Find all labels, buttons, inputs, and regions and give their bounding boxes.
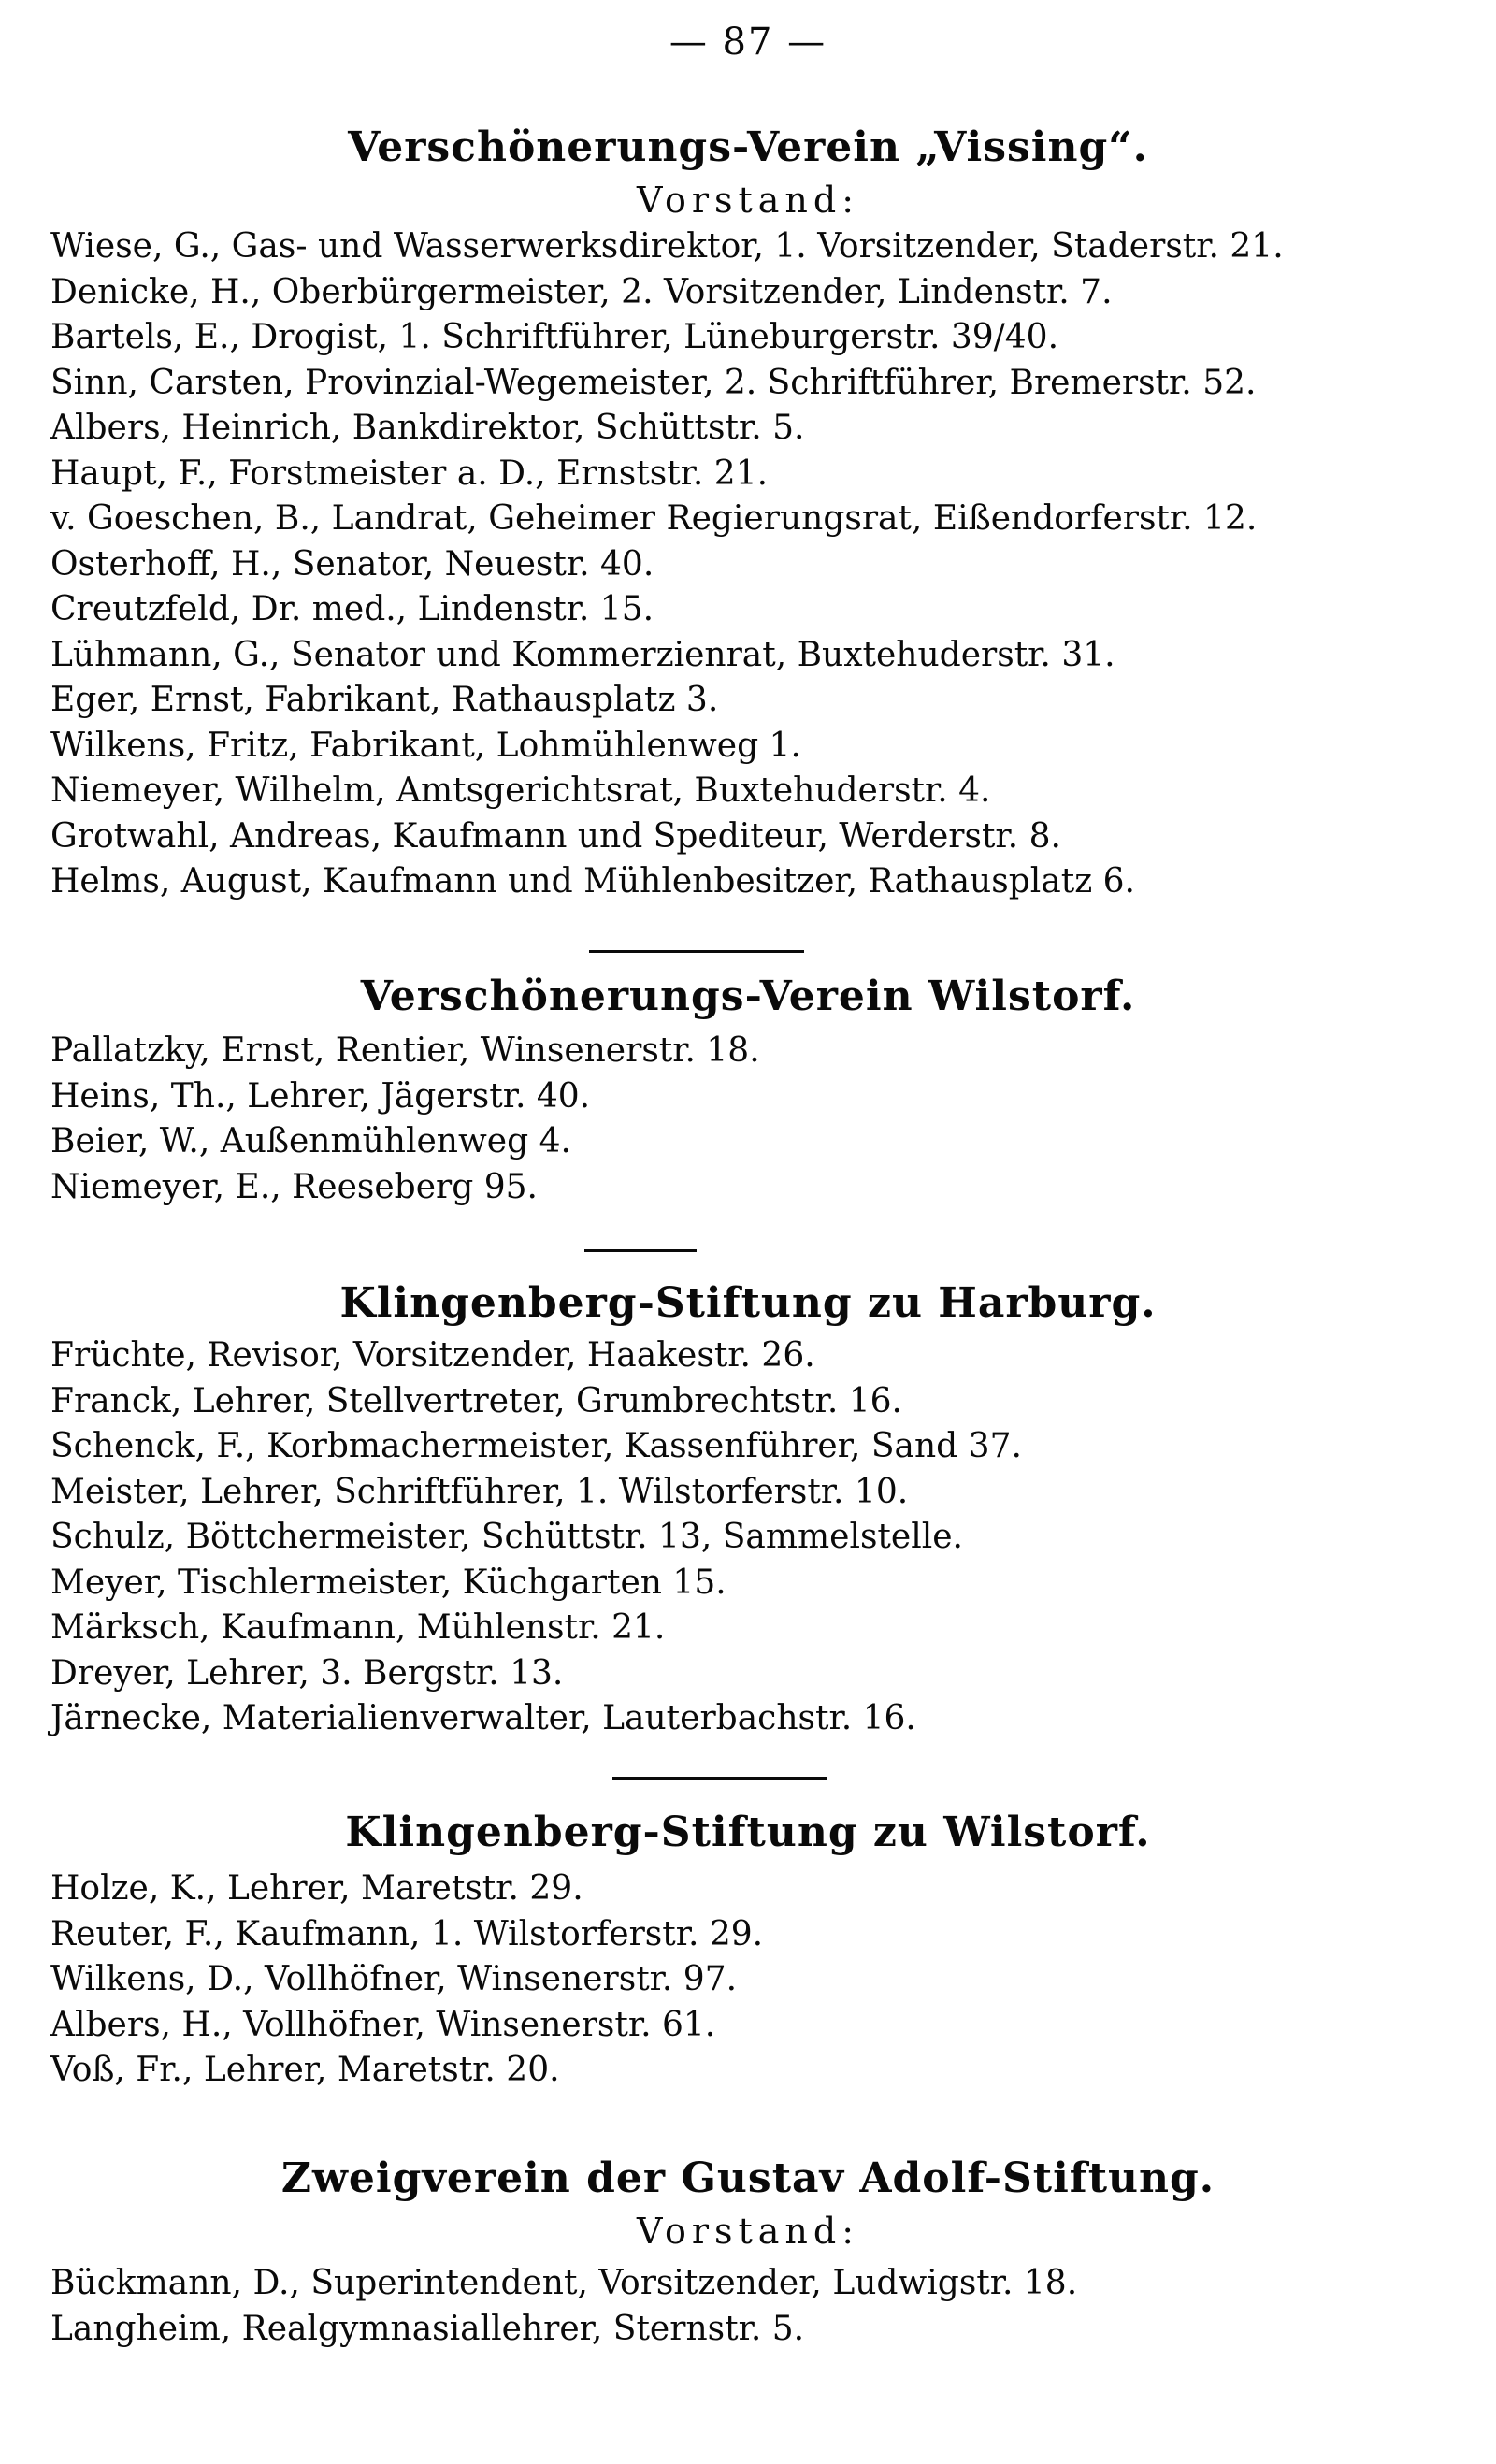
- list-item: Creutzfeld, Dr. med., Lindenstr. 15.: [50, 590, 654, 628]
- list-item: Beier, W., Außenmühlenweg 4.: [50, 1122, 571, 1160]
- list-item: Grotwahl, Andreas, Kaufmann und Spediteur, Werderstr. 8.: [50, 816, 1061, 856]
- list-item: Sinn, Carsten, Provinzial-Wegemeister, 2. Schriftführer, Bremerstr. 52.: [50, 363, 1257, 402]
- section-heading: Klingenberg-Stiftung zu Harburg.: [339, 1279, 1157, 1327]
- section-klingenberg-stiftung-wilstorf: [0, 1805, 1496, 2094]
- member-list: [0, 224, 1496, 905]
- list-item: Bückmann, D., Superintendent, Vorsitzender, Ludwigstr. 18.: [50, 2264, 1078, 2302]
- list-item: Holze, K., Lehrer, Maretstr. 29.: [50, 1869, 583, 1908]
- section-heading: Verschönerungs-Verein Wilstorf.: [360, 973, 1136, 1020]
- section-heading: Verschönerungs-Verein „Vissing“.: [348, 123, 1148, 171]
- list-item: Pallatzky, Ernst, Rentier, Winsenerstr. 18.: [50, 1031, 760, 1070]
- list-item: Bartels, E., Drogist, 1. Schriftführer, Lüneburgerstr. 39/40.: [50, 318, 1059, 356]
- list-item: Niemeyer, E., Reeseberg 95.: [50, 1167, 538, 1206]
- list-item: Franck, Lehrer, Stellvertreter, Grumbrechtstr. 16.: [50, 1381, 902, 1420]
- list-item: Wilkens, Fritz, Fabrikant, Lohmühlenweg 1.: [50, 726, 801, 765]
- list-item: Meyer, Tischlermeister, Küchgarten 15.: [50, 1563, 726, 1602]
- list-item: Dreyer, Lehrer, 3. Bergstr. 13.: [50, 1653, 564, 1693]
- section-heading: Zweigverein der Gustav Adolf-Stiftung.: [280, 2154, 1216, 2202]
- list-item: Helms, August, Kaufmann und Mühlenbesitzer, Rathausplatz 6.: [50, 862, 1135, 901]
- list-item: Meister, Lehrer, Schriftführer, 1. Wilstorferstr. 10.: [50, 1472, 909, 1511]
- list-item: Denicke, H., Oberbürgermeister, 2. Vorsitzender, Lindenstr. 7.: [50, 272, 1113, 311]
- list-item: Märksch, Kaufmann, Mühlenstr. 21.: [50, 1608, 666, 1647]
- list-item: Langheim, Realgymnasiallehrer, Sternstr. 5.: [50, 2309, 805, 2348]
- member-list: [0, 1861, 1496, 2094]
- member-list: [0, 2255, 1496, 2352]
- section-subheading: Vorstand:: [636, 180, 860, 221]
- list-item: Niemeyer, Wilhelm, Amtsgerichtsrat, Buxtehuderstr. 4.: [50, 771, 991, 810]
- section-klingenberg-stiftung-harburg: [0, 1275, 1496, 1742]
- section-subheading: Vorstand:: [636, 2211, 860, 2252]
- member-list: [0, 1332, 1496, 1742]
- member-list: [0, 1025, 1496, 1210]
- list-item: Wiese, G., Gas- und Wasserwerksdirektor, 1. Vorsitzender, Staderstr. 21.: [50, 227, 1284, 266]
- list-item: Albers, Heinrich, Bankdirektor, Schüttstr. 5.: [50, 409, 805, 447]
- list-item: v. Goeschen, B., Landrat, Geheimer Regierungsrat, Eißendorferstr. 12.: [50, 499, 1258, 538]
- list-item: Reuter, F., Kaufmann, 1. Wilstorferstr. 29.: [50, 1914, 764, 1953]
- list-item: Albers, H., Vollhöfner, Winsenerstr. 61.: [50, 2005, 716, 2044]
- list-item: Eger, Ernst, Fabrikant, Rathausplatz 3.: [50, 681, 719, 719]
- list-item: Schenck, F., Korbmachermeister, Kassenführer, Sand 37.: [50, 1427, 1022, 1465]
- section-heading: Klingenberg-Stiftung zu Wilstorf.: [345, 1808, 1151, 1856]
- list-item: Schulz, Böttchermeister, Schüttstr. 13, Sammelstelle.: [50, 1518, 963, 1556]
- section-gustav-adolf-stiftung: [0, 2151, 1496, 2352]
- list-item: Järnecke, Materialienverwalter, Lauterbachstr. 16.: [50, 1699, 916, 1737]
- list-item: Voß, Fr., Lehrer, Maretstr. 20.: [50, 2051, 560, 2089]
- section-verschoenerungs-verein-vissing: [0, 120, 1496, 905]
- list-item: Osterhoff, H., Senator, Neuestr. 40.: [50, 544, 654, 584]
- section-divider: [612, 1777, 827, 1780]
- section-divider: [589, 950, 804, 953]
- page-number: — 87 —: [669, 21, 827, 64]
- list-item: Haupt, F., Forstmeister a. D., Ernststr. 21.: [50, 454, 769, 493]
- section-divider: [584, 1249, 697, 1252]
- list-item: Früchte, Revisor, Vorsitzender, Haakestr. 26.: [50, 1336, 815, 1375]
- list-item: Lühmann, G., Senator und Kommerzienrat, Buxtehuderstr. 31.: [50, 635, 1115, 674]
- section-verschoenerungs-verein-wilstorf: [0, 969, 1496, 1210]
- list-item: Wilkens, D., Vollhöfner, Winsenerstr. 97.: [50, 1960, 738, 1998]
- list-item: Heins, Th., Lehrer, Jägerstr. 40.: [50, 1076, 591, 1116]
